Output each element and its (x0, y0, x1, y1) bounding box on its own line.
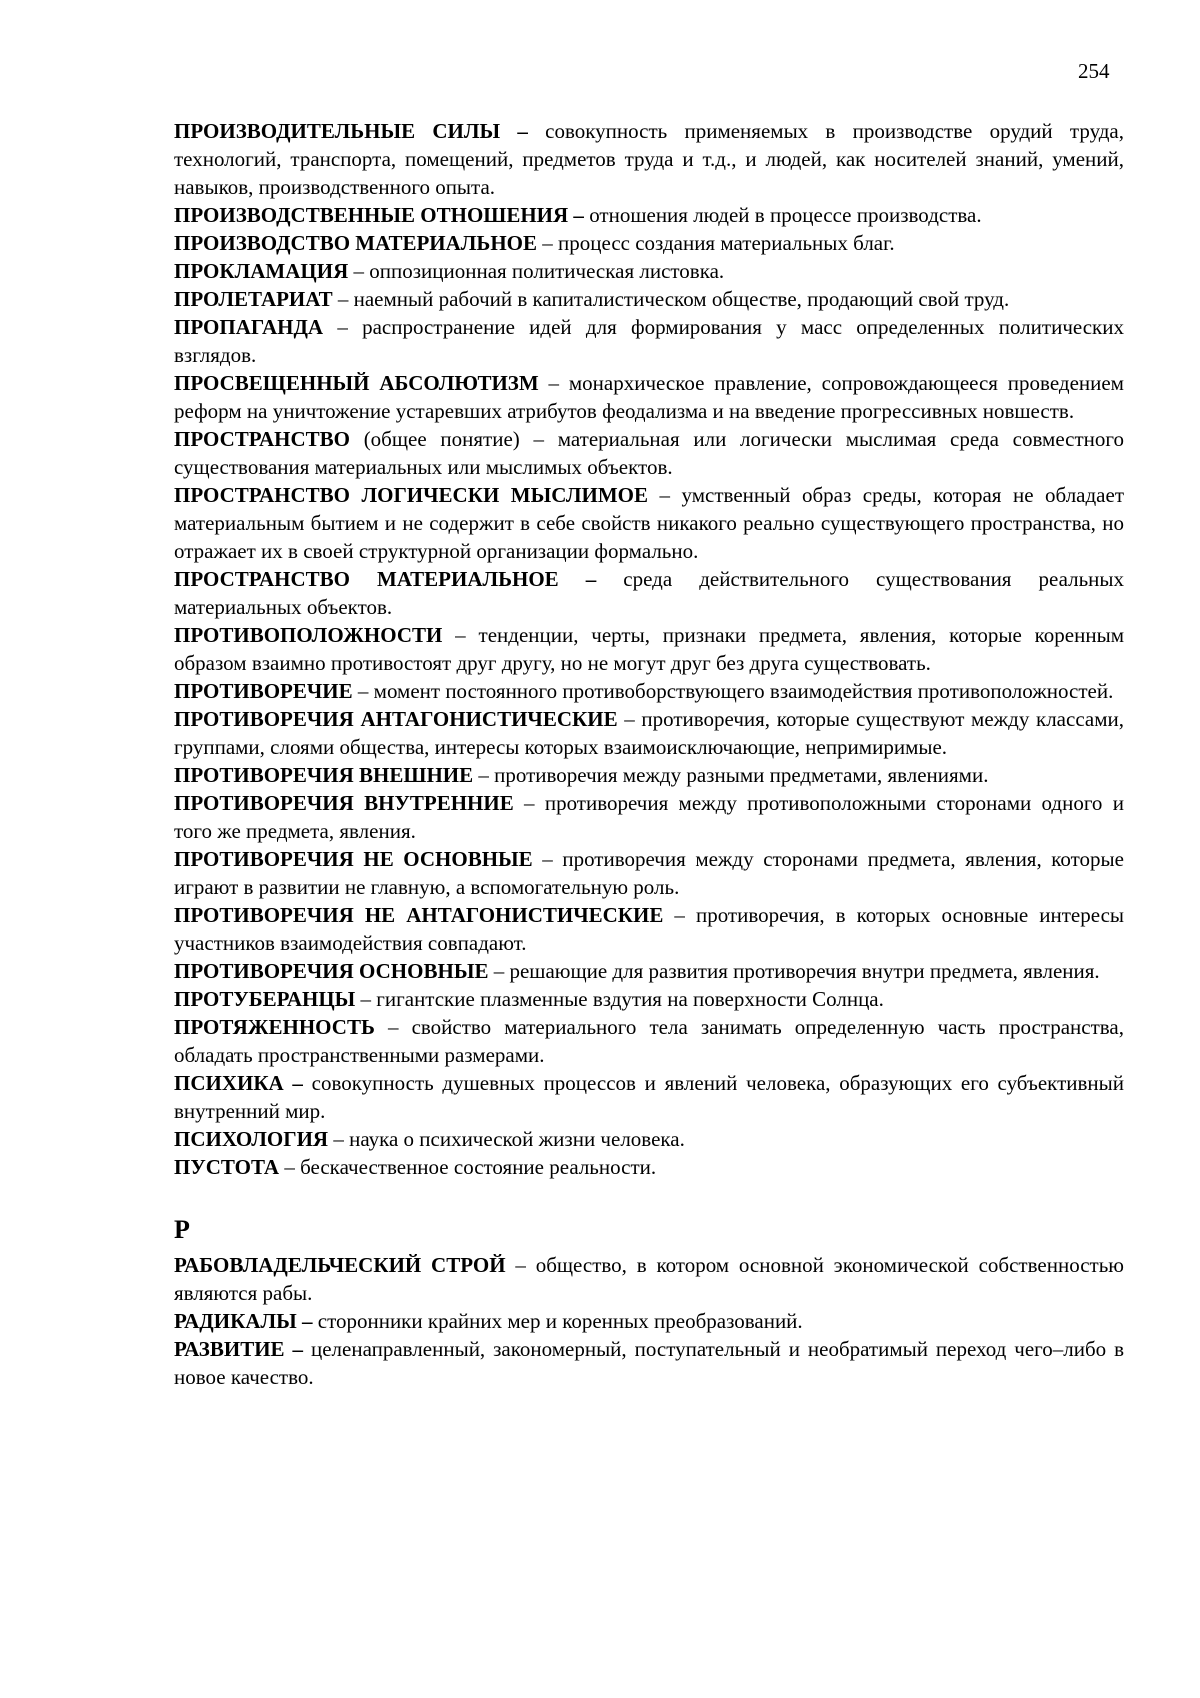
glossary-term: ПРОСТРАНСТВО (174, 427, 350, 451)
glossary-entry (174, 313, 1124, 369)
glossary-definition: – противоречия между сторонами предмета, явления, которые играют в развитии не главную, а вспомогательную роль. (174, 847, 1124, 899)
glossary-term: ПРОТИВОРЕЧИЯ НЕ ОСНОВНЫЕ (174, 847, 533, 871)
glossary-term: ПРОТИВОРЕЧИЯ НЕ АНТАГОНИСТИЧЕСКИЕ (174, 903, 664, 927)
glossary-term: ПРОТУБЕРАНЦЫ (174, 987, 356, 1011)
section-letter: Р (174, 1215, 190, 1244)
glossary-entry (174, 565, 1124, 621)
glossary-term: ПРОТИВОРЕЧИЕ (174, 679, 353, 703)
glossary-definition: целенаправленный, закономерный, поступательный и необратимый переход чего–либо в новое качество. (174, 1337, 1125, 1389)
glossary-definition: совокупность применяемых в производстве орудий труда, технологий, транспорта, помещений, предметов труда и т.д., и людей, как носителей знаний, умений, навыков, производственного опыта. (174, 119, 1125, 199)
page-number: 254 (1078, 59, 1110, 83)
glossary-term: РАБОВЛАДЕЛЬЧЕСКИЙ СТРОЙ (174, 1253, 506, 1277)
glossary-entry (174, 1125, 1124, 1153)
glossary-term: ПРОИЗВОДСТВЕННЫЕ ОТНОШЕНИЯ – (174, 203, 584, 227)
glossary-definition: – наука о психической жизни человека. (328, 1127, 685, 1151)
glossary-definition: сторонники крайних мер и коренных преобразований. (312, 1309, 803, 1333)
glossary-section-r (174, 1251, 1124, 1391)
glossary-definition: – гигантские плазменные вздутия на поверхности Солнца. (355, 987, 884, 1011)
glossary-entry (174, 1153, 1124, 1181)
glossary-entry (174, 425, 1124, 481)
glossary-definition: – монархическое правление, сопровождающееся проведением реформ на уничтожение устаревших атрибутов феодализма и на введение прогрессивных новшеств. (174, 371, 1124, 423)
glossary-term: ПРОТИВОРЕЧИЯ АНТАГОНИСТИЧЕСКИЕ (174, 707, 618, 731)
glossary-term: ПСИХОЛОГИЯ (174, 1127, 329, 1151)
glossary-definition: – оппозиционная политическая листовка. (348, 259, 725, 283)
glossary-definition: – решающие для развития противоречия внутри предмета, явления. (488, 959, 1100, 983)
glossary-entry (174, 901, 1124, 957)
glossary-definition: – умственный образ среды, которая не обладает материальным бытием и не содержит в себе свойств никакого реально существующего пространства, но отражает их в своей структурной организации формально. (174, 483, 1125, 563)
glossary-definition: – процесс создания материальных благ. (537, 231, 895, 255)
glossary-term: ПРОТЯЖЕННОСТЬ (174, 1015, 375, 1039)
glossary-entry (174, 845, 1124, 901)
glossary-term: ПСИХИКА – (174, 1071, 303, 1095)
glossary-entry (174, 1307, 1124, 1335)
glossary-definition: среда действительного существования реальных материальных объектов. (174, 567, 1124, 619)
glossary-definition: – противоречия между разными предметами, явлениями. (473, 763, 989, 787)
glossary-term: ПРОТИВОПОЛОЖНОСТИ (174, 623, 443, 647)
glossary-content (174, 117, 1124, 1391)
glossary-entry (174, 1335, 1124, 1391)
glossary-term: ПРОТИВОРЕЧИЯ ОСНОВНЫЕ (174, 959, 489, 983)
glossary-entry (174, 957, 1124, 985)
glossary-section-p (174, 117, 1124, 1181)
glossary-entry (174, 789, 1124, 845)
glossary-entry (174, 481, 1124, 565)
glossary-definition: – распространение идей для формирования у масс определенных политических взглядов. (174, 315, 1124, 367)
glossary-term: РАДИКАЛЫ – (174, 1309, 313, 1333)
glossary-definition: – общество, в котором основной экономической собственностью являются рабы. (174, 1253, 1124, 1305)
glossary-entry (174, 1251, 1124, 1307)
glossary-term: РАЗВИТИЕ – (174, 1337, 304, 1361)
glossary-definition: отношения людей в процессе производства. (583, 203, 982, 227)
glossary-term: ПРОТИВОРЕЧИЯ ВНУТРЕННИЕ (174, 791, 514, 815)
glossary-term: ПРОТИВОРЕЧИЯ ВНЕШНИЕ (174, 763, 474, 787)
glossary-definition: – противоречия, в которых основные интересы участников взаимодействия совпадают. (174, 903, 1124, 955)
glossary-definition: – противоречия, которые существуют между классами, группами, слоями общества, интересы которых взаимоисключающие, непримиримые. (174, 707, 1124, 759)
glossary-term: ПРОСТРАНСТВО МАТЕРИАЛЬНОЕ – (174, 567, 597, 591)
glossary-definition: совокупность душевных процессов и явлений человека, образующих его субъективный внутренний мир. (174, 1071, 1124, 1123)
glossary-definition: – противоречия между противоположными сторонами одного и того же предмета, явления. (174, 791, 1124, 843)
glossary-term: ПРОСТРАНСТВО ЛОГИЧЕСКИ МЫСЛИМОЕ (174, 483, 649, 507)
glossary-entry (174, 117, 1124, 201)
glossary-entry (174, 1069, 1124, 1125)
glossary-term: ПУСТОТА (174, 1155, 280, 1179)
glossary-definition: (общее понятие) – материальная или логически мыслимая среда совместного существования материальных или мыслимых объектов. (174, 427, 1124, 479)
glossary-term: ПРОИЗВОДИТЕЛЬНЫЕ СИЛЫ – (174, 119, 528, 143)
glossary-term: ПРОЛЕТАРИАТ (174, 287, 333, 311)
glossary-entry (174, 621, 1124, 677)
glossary-definition: – наемный рабочий в капиталистическом обществе, продающий свой труд. (332, 287, 1010, 311)
glossary-entry (174, 985, 1124, 1013)
glossary-definition: – тенденции, черты, признаки предмета, явления, которые коренным образом взаимно противостоят друг другу, но не могут друг без друга существовать. (174, 623, 1124, 675)
glossary-entry (174, 257, 1124, 285)
glossary-definition: – бескачественное состояние реальности. (279, 1155, 657, 1179)
glossary-definition: – свойство материального тела занимать определенную часть пространства, обладать пространственными размерами. (174, 1015, 1124, 1067)
glossary-entry (174, 369, 1124, 425)
glossary-entry (174, 201, 1124, 229)
glossary-term: ПРОПАГАНДА (174, 315, 324, 339)
glossary-entry (174, 285, 1124, 313)
glossary-term: ПРОКЛАМАЦИЯ (174, 259, 349, 283)
glossary-entry (174, 677, 1124, 705)
glossary-entry (174, 229, 1124, 257)
glossary-definition: – момент постоянного противоборствующего взаимодействия противоположностей. (352, 679, 1114, 703)
glossary-entry (174, 761, 1124, 789)
glossary-entry (174, 1013, 1124, 1069)
glossary-term: ПРОСВЕЩЕННЫЙ АБСОЛЮТИЗМ (174, 371, 539, 395)
glossary-entry (174, 705, 1124, 761)
glossary-term: ПРОИЗВОДСТВО МАТЕРИАЛЬНОЕ (174, 231, 537, 255)
